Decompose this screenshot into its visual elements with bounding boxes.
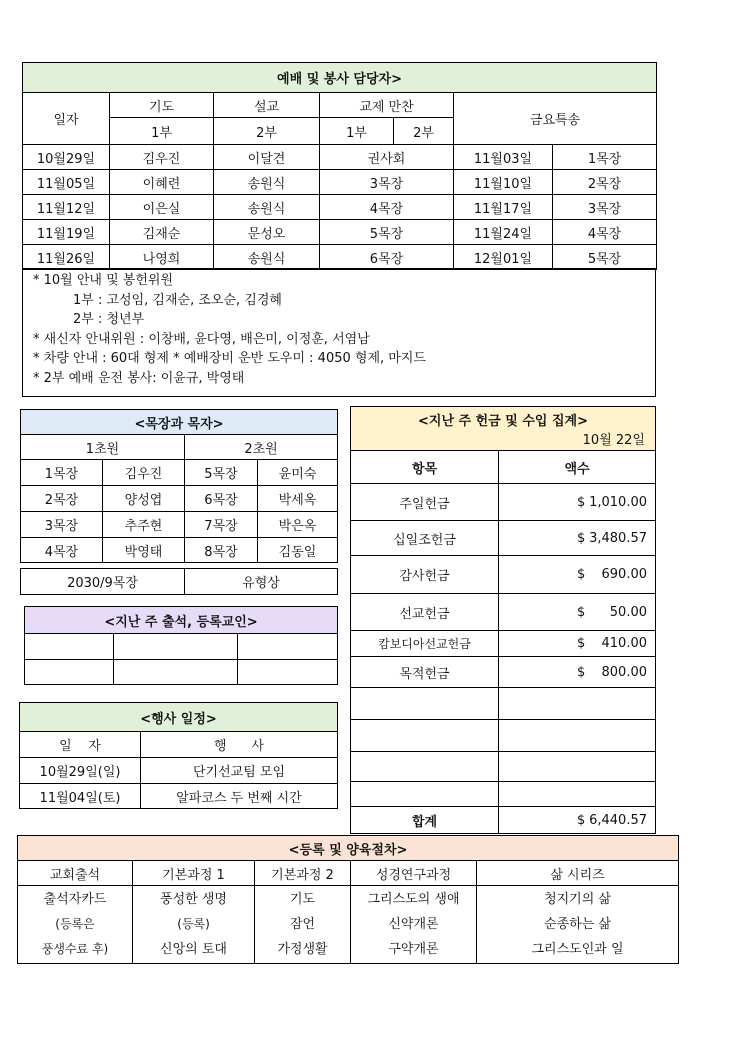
cell-fellowship: 3목장 [320, 170, 454, 195]
course-item: 신앙의 토대 [160, 942, 227, 957]
cell-event-date: 11월04일(토) [20, 784, 141, 809]
cell-event-name: 알파코스 두 번째 시간 [141, 784, 338, 809]
cell-team: 4목장 [21, 538, 103, 563]
cell-friday-team: 1목장 [553, 145, 657, 170]
cell-sermon: 이달견 [214, 145, 320, 170]
col-part1: 1부 [110, 118, 214, 145]
cell-item: 목적헌금 [351, 657, 499, 688]
cell-friday-date: 11월24일 [454, 220, 553, 245]
cell-leader: 박은옥 [258, 512, 338, 538]
course-item: 순종하는 삶 [544, 917, 611, 932]
offering-table [350, 406, 656, 834]
cell-item: 캄보디아선교헌금 [351, 631, 499, 657]
col-amount: 액수 [499, 451, 656, 484]
cell-leader: 박영태 [103, 538, 185, 563]
offering-title: <지난 주 헌금 및 수입 집계> [418, 414, 588, 429]
cell-team: 6목장 [185, 486, 258, 512]
cell-friday-date: 12월01일 [454, 245, 553, 270]
cell-date: 11월19일 [23, 220, 110, 245]
col-fellowship: 교제 만찬 [320, 93, 454, 118]
course-item: 풍성한 생명 [160, 892, 227, 907]
amount: 800.00 [601, 664, 647, 680]
cell-basic-1 [133, 886, 255, 964]
empty-cell [499, 782, 656, 807]
table-row [21, 486, 338, 512]
amount: 410.00 [601, 636, 647, 651]
training-table [17, 835, 679, 964]
cell-bible-study [351, 886, 477, 964]
currency: $ [577, 664, 586, 680]
course-item: 그리스도인과 일 [531, 942, 624, 957]
cell-life-series [477, 886, 679, 964]
worship-title: 예배 및 봉사 담당자> [23, 63, 657, 93]
extra-team: 2030/9목장 [21, 569, 185, 595]
course-item: 가정생활 [277, 942, 328, 957]
table-row [20, 758, 338, 784]
cell-sermon: 송원식 [214, 195, 320, 220]
col-basic-2: 기본과정 2 [255, 861, 351, 886]
table-row [351, 631, 656, 657]
table-row [351, 752, 656, 782]
empty-cell [499, 752, 656, 782]
currency: $ [577, 494, 586, 510]
cell-item: 선교헌금 [351, 594, 499, 631]
col-friday: 금요특송 [454, 93, 657, 145]
amount: 3,480.57 [589, 530, 647, 546]
cell-fellowship: 4목장 [320, 195, 454, 220]
events-title: <행사 일정> [20, 703, 338, 732]
cell-amount [499, 631, 656, 657]
cell-friday-team: 3목장 [553, 195, 657, 220]
table-row [351, 688, 656, 720]
training-body [18, 886, 679, 964]
col-prayer: 기도 [110, 93, 214, 118]
col-life-series: 삶 시리즈 [477, 861, 679, 886]
cell-friday-team: 2목장 [553, 170, 657, 195]
cell-friday-date: 11월10일 [454, 170, 553, 195]
col-item: 항목 [351, 451, 499, 484]
table-row [23, 170, 657, 195]
table-row [21, 460, 338, 486]
table-row [351, 484, 656, 521]
cell-team: 5목장 [185, 460, 258, 486]
table-row [351, 720, 656, 752]
empty-cell [499, 688, 656, 720]
col-sermon: 설교 [214, 93, 320, 118]
cell-fellowship: 6목장 [320, 245, 454, 270]
table-row [25, 660, 338, 685]
col-fellowship-p1: 1부 [320, 118, 394, 145]
cell-event-date: 10월29일(일) [20, 758, 141, 784]
cell-date: 11월05일 [23, 170, 110, 195]
note-line: * 10월 안내 및 봉헌위원 [33, 273, 174, 288]
currency: $ [577, 636, 586, 651]
leaders-table [20, 409, 338, 563]
cell-amount [499, 521, 656, 556]
offering-header [351, 407, 656, 451]
course-item: 청지기의 삶 [544, 892, 611, 907]
table-row [23, 245, 657, 270]
table-row [25, 634, 338, 660]
col-part2: 2부 [214, 118, 320, 145]
col-basic-1: 기본과정 1 [133, 861, 255, 886]
leaders-extra-table [20, 568, 338, 595]
col-date: 일자 [23, 93, 110, 145]
cell-friday-team: 4목장 [553, 220, 657, 245]
empty-cell [238, 634, 338, 660]
cell-amount [499, 594, 656, 631]
note-line: 2부 : 청년부 [73, 312, 145, 327]
cell-friday-team: 5목장 [553, 245, 657, 270]
events-table [19, 702, 338, 809]
cell-fellowship: 5목장 [320, 220, 454, 245]
col-event-date: 일 자 [20, 732, 141, 758]
cell-amount [499, 484, 656, 521]
cell-sermon: 문성오 [214, 220, 320, 245]
empty-cell [351, 720, 499, 752]
cell-sermon: 송원식 [214, 170, 320, 195]
group-2: 2초원 [185, 435, 338, 460]
cell-prayer: 김우진 [110, 145, 214, 170]
worship-table [22, 62, 657, 270]
cell-friday-date: 11월03일 [454, 145, 553, 170]
table-row [21, 538, 338, 563]
cell-attendance [18, 886, 133, 964]
cell-team: 7목장 [185, 512, 258, 538]
training-title: <등록 및 양육절차> [18, 836, 679, 861]
amount: 690.00 [601, 567, 647, 582]
col-fellowship-p2: 2부 [394, 118, 454, 145]
empty-cell [499, 720, 656, 752]
empty-cell [114, 660, 238, 685]
currency: $ [577, 567, 586, 582]
cell-team: 8목장 [185, 538, 258, 563]
cell-team: 3목장 [21, 512, 103, 538]
course-item: 그리스도의 생애 [367, 892, 460, 907]
empty-cell [351, 752, 499, 782]
cell-sermon: 송원식 [214, 245, 320, 270]
currency: $ [577, 812, 586, 828]
cell-leader: 김동일 [258, 538, 338, 563]
total-row [351, 807, 656, 834]
extra-leader: 유형상 [185, 569, 338, 595]
cell-leader: 양성엽 [103, 486, 185, 512]
col-event-name: 행 사 [141, 732, 338, 758]
table-row [351, 657, 656, 688]
cell-date: 11월26일 [23, 245, 110, 270]
currency: $ [577, 530, 586, 546]
total-amount-cell [499, 807, 656, 834]
cell-leader: 추주현 [103, 512, 185, 538]
table-row [351, 594, 656, 631]
cell-prayer: 이혜련 [110, 170, 214, 195]
cell-leader: 윤미숙 [258, 460, 338, 486]
amount: 1,010.00 [589, 494, 647, 510]
total-amount: 6,440.57 [589, 812, 647, 828]
course-item: 신약개론 [388, 917, 439, 932]
col-attendance: 교회출석 [18, 861, 133, 886]
amount: 50.00 [609, 604, 647, 620]
note-line: 1부 : 고성임, 김재순, 조오순, 김경혜 [73, 292, 282, 308]
note-line: * 새신자 안내위원 : 이창배, 윤다영, 배은미, 이정훈, 서염남 [33, 331, 370, 347]
empty-cell [238, 660, 338, 685]
leaders-title: <목장과 목자> [21, 410, 338, 435]
currency: $ [577, 604, 586, 620]
cell-basic-2 [255, 886, 351, 964]
table-row [351, 782, 656, 807]
col-bible-study: 성경연구과정 [351, 861, 477, 886]
cell-amount [499, 657, 656, 688]
cell-prayer: 이은실 [110, 195, 214, 220]
table-row [21, 512, 338, 538]
cell-date: 11월12일 [23, 195, 110, 220]
offering-date: 10월 22일 [582, 433, 645, 448]
note-line: * 2부 예배 운전 봉사: 이윤규, 박영태 [33, 370, 245, 386]
worship-notes [22, 268, 656, 397]
table-row [23, 220, 657, 245]
cell-date: 10월29일 [23, 145, 110, 170]
table-row [23, 195, 657, 220]
course-item: (등록은 [55, 917, 95, 931]
course-item: 출석자카드 [43, 892, 107, 907]
course-item: 기도 [289, 892, 316, 907]
table-row [20, 784, 338, 809]
cell-item: 십일조헌금 [351, 521, 499, 556]
cell-team: 2목장 [21, 486, 103, 512]
table-row [23, 145, 657, 170]
empty-cell [25, 660, 114, 685]
group-1: 1초원 [21, 435, 185, 460]
course-item: 잠언 [289, 917, 316, 932]
attendance-title: <지난 주 출석, 등록교인> [25, 607, 338, 634]
empty-cell [114, 634, 238, 660]
total-label: 합계 [351, 807, 499, 834]
cell-leader: 박세옥 [258, 486, 338, 512]
empty-cell [351, 688, 499, 720]
table-row [351, 521, 656, 556]
cell-fellowship: 권사회 [320, 145, 454, 170]
empty-cell [351, 782, 499, 807]
cell-friday-date: 11월17일 [454, 195, 553, 220]
course-item: 구약개론 [388, 942, 439, 957]
cell-item: 감사헌금 [351, 556, 499, 594]
course-item: 풍생수료 후) [41, 942, 109, 956]
cell-event-name: 단기선교팀 모임 [141, 758, 338, 784]
course-item: (등록) [177, 917, 210, 931]
cell-leader: 김우진 [103, 460, 185, 486]
table-row [351, 556, 656, 594]
cell-amount [499, 556, 656, 594]
cell-team: 1목장 [21, 460, 103, 486]
cell-prayer: 김재순 [110, 220, 214, 245]
empty-cell [25, 634, 114, 660]
cell-item: 주일헌금 [351, 484, 499, 521]
attendance-table [24, 606, 338, 685]
cell-prayer: 나영희 [110, 245, 214, 270]
note-line: * 차량 안내 : 60대 형제 * 예배장비 운반 도우미 : 4050 형제, 마지드 [33, 351, 426, 366]
